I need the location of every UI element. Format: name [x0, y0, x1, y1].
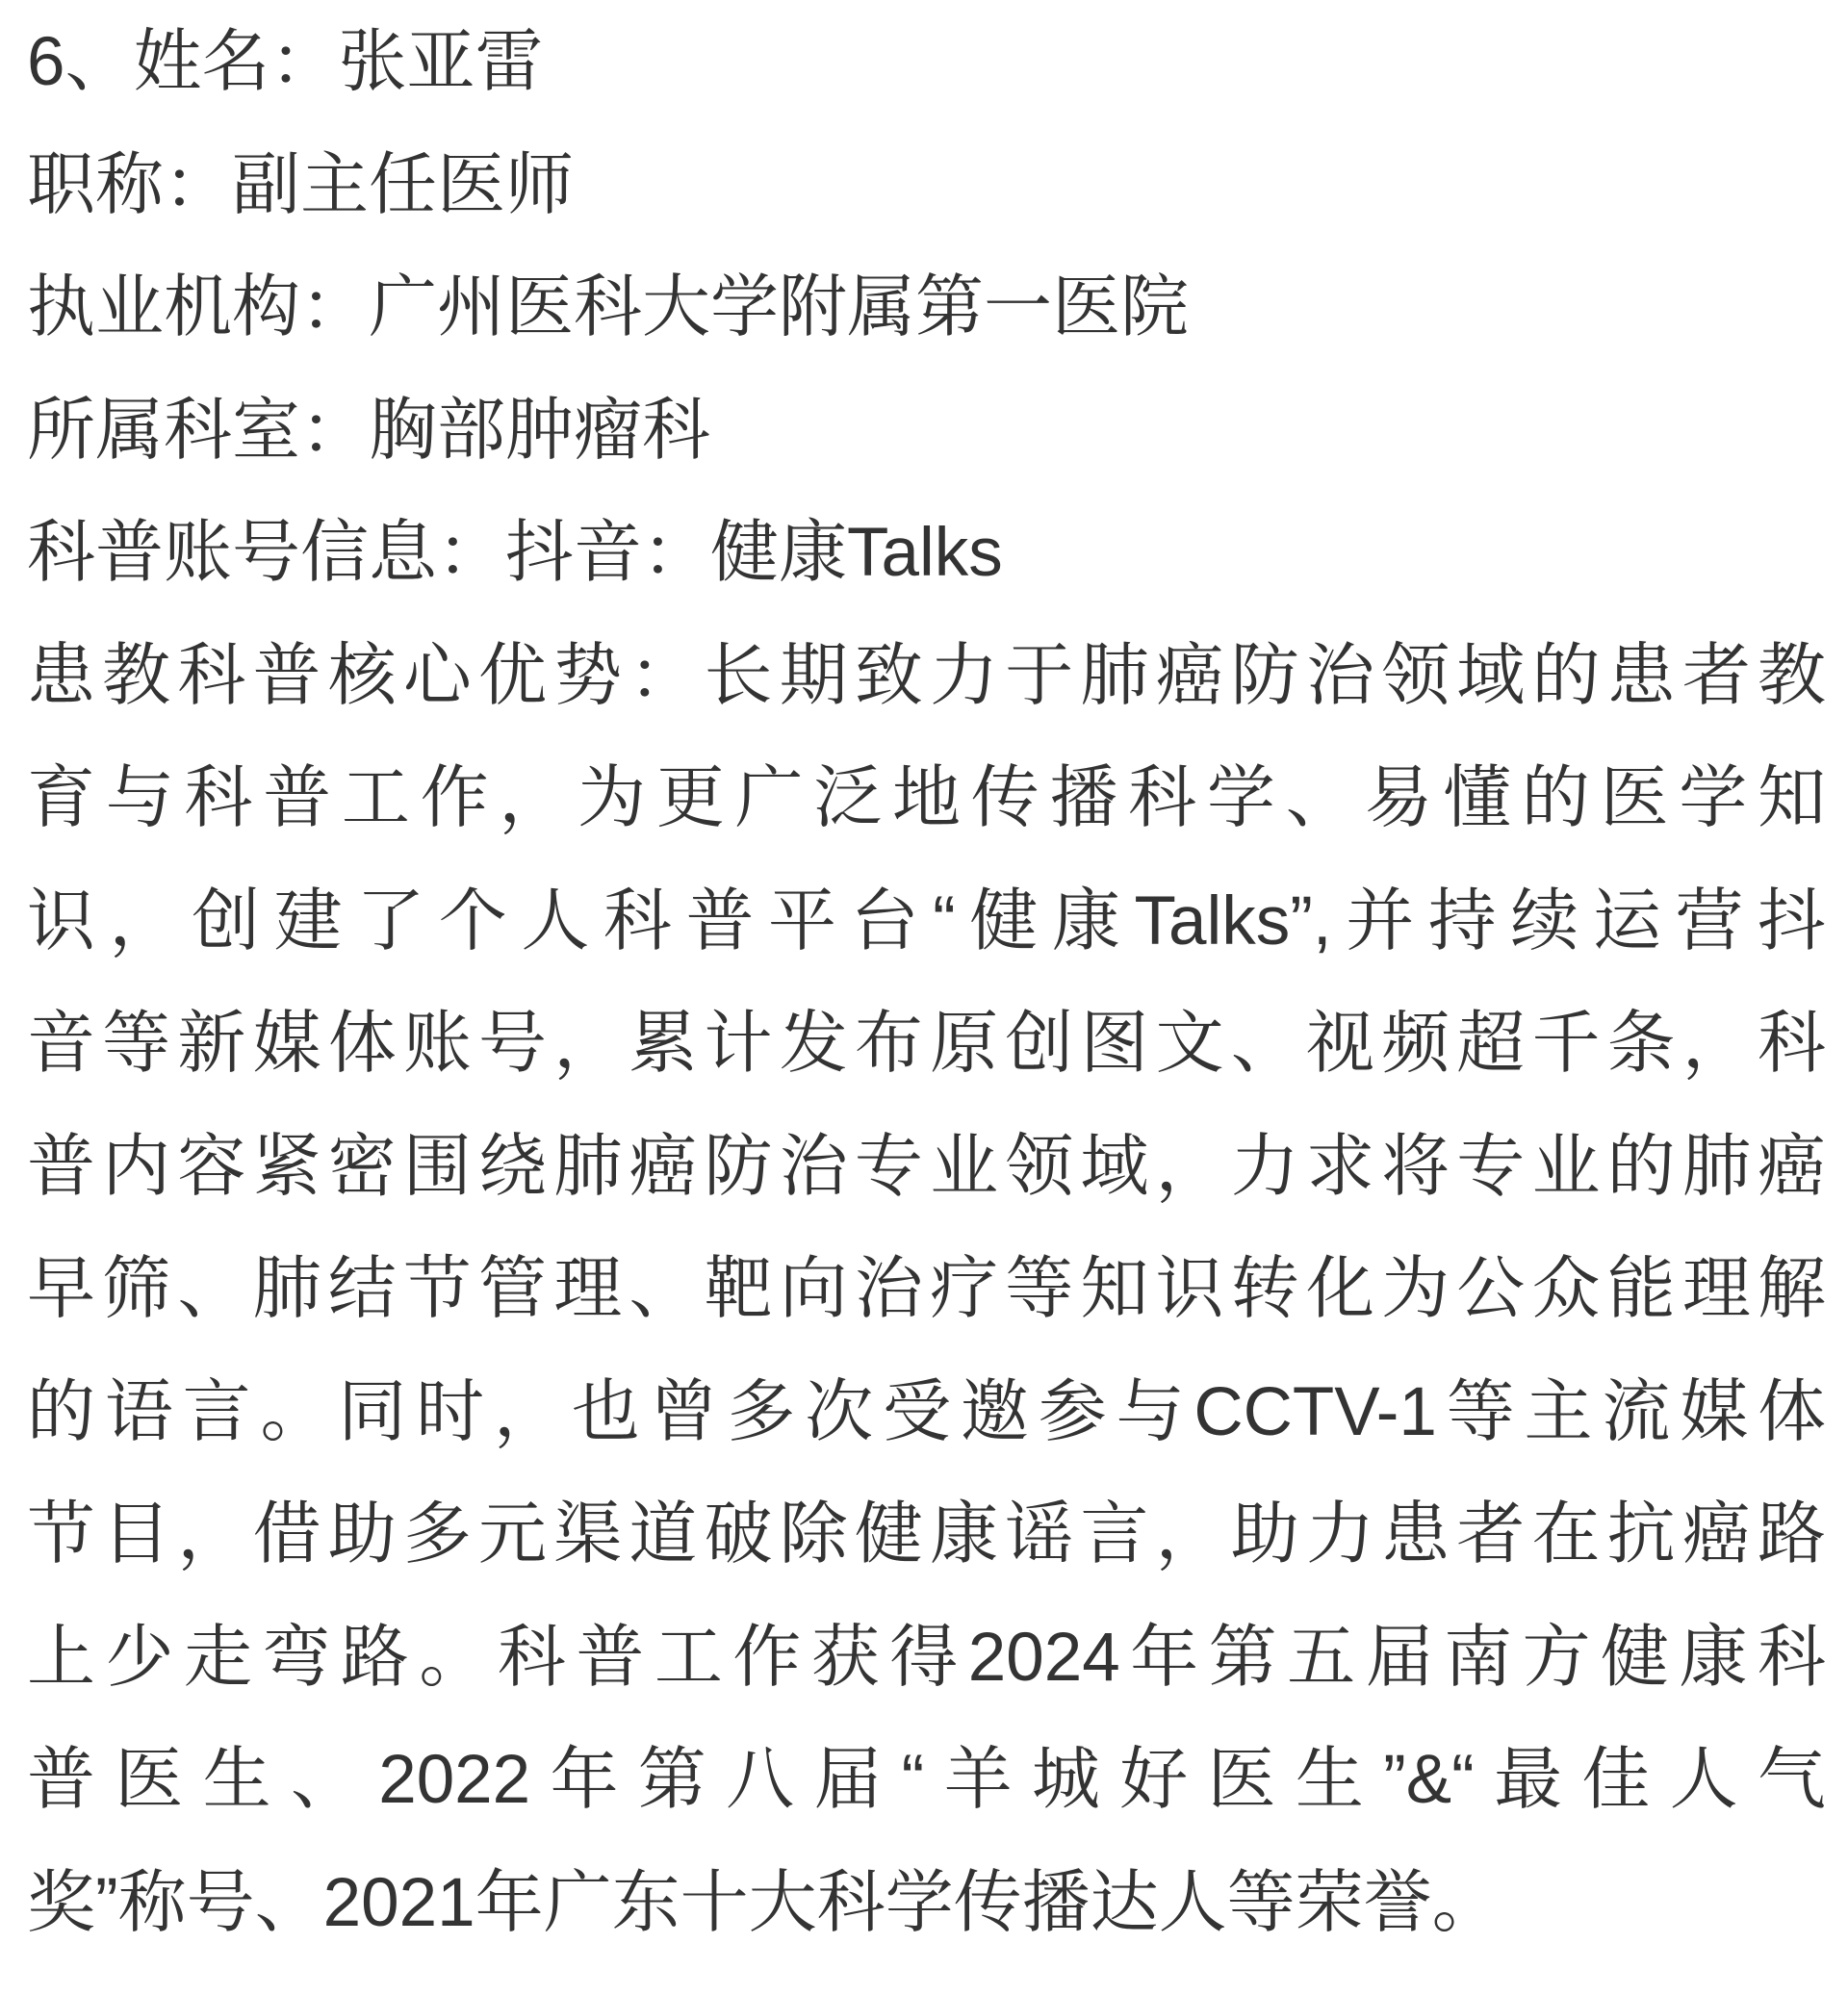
paragraph-line: 早筛、肺结节管理、靶向治疗等知识转化为公众能理解 [27, 1251, 1826, 1327]
paragraph-line: 普医生、2022年第八届“羊城好医生”&“最佳人气 [27, 1742, 1826, 1818]
paragraph-line: 节目，借助多元渠道破除健康谣言，助力患者在抗癌路 [27, 1496, 1826, 1573]
paragraph-line: 的语言。同时，也曾多次受邀参与CCTV-1等主流媒体 [27, 1373, 1826, 1450]
paragraph-last-line: 奖”称号、2021年广东十大科学传播达人等荣誉。 [27, 1864, 1501, 1941]
field-title: 职称：副主任医师 [27, 146, 575, 223]
field-department: 所属科室：胸部肿瘤科 [27, 392, 711, 469]
paragraph-line: 音等新媒体账号，累计发布原创图文、视频超千条，科 [27, 1006, 1826, 1082]
field-institution: 执业机构：广州医科大学附属第一医院 [27, 269, 1190, 345]
paragraph-line: 普内容紧密围绕肺癌防治专业领域，力求将专业的肺癌 [27, 1128, 1826, 1205]
paragraph-line: 患教科普核心优势：长期致力于肺癌防治领域的患者教 [27, 637, 1826, 714]
paragraph-line: 育与科普工作，为更广泛地传播科学、易懂的医学知 [27, 760, 1826, 836]
field-account-info: 科普账号信息：抖音：健康Talks [27, 515, 1003, 591]
paragraph-line: 上少走弯路。科普工作获得2024年第五届南方健康科 [27, 1619, 1826, 1696]
field-name: 6、姓名：张亚雷 [27, 24, 544, 100]
paragraph-line: 识，创建了个人科普平台“健康Talks”,并持续运营抖 [27, 882, 1826, 959]
